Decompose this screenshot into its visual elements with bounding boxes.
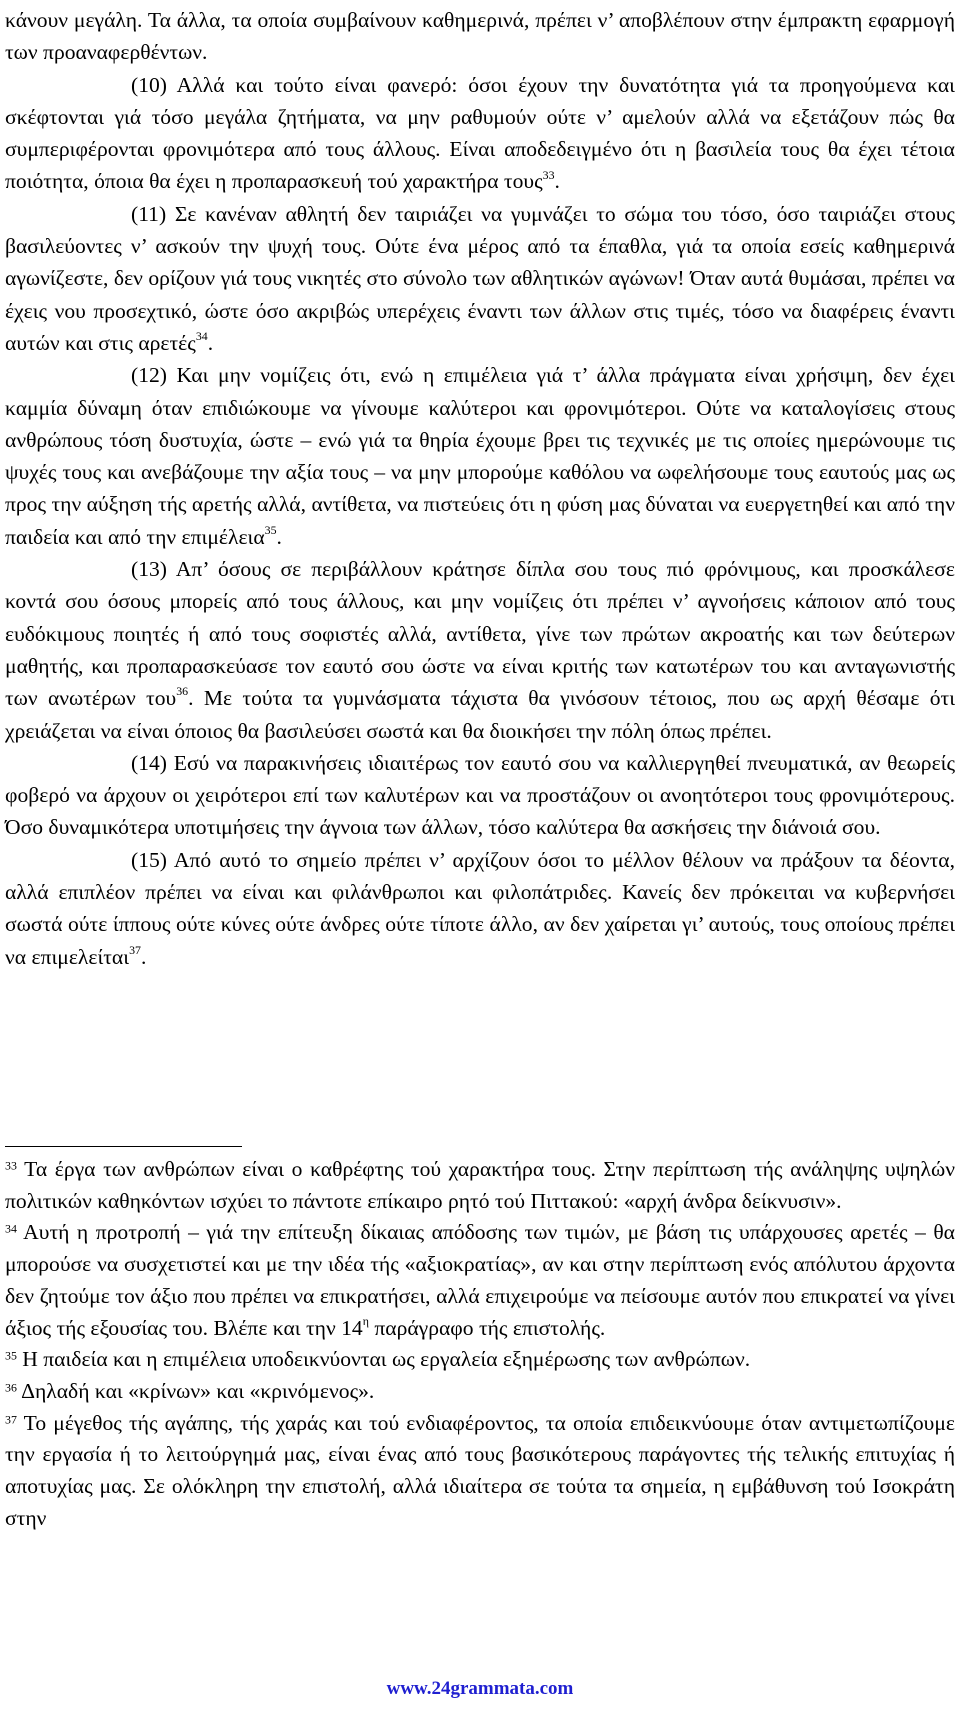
footnote-33: $^{33}$ Τα έργα των ανθρώπων είναι ο καθρέφτης τού χαρακτήρα τους. Στην περίπτωση τής ανάληψης υψηλών πολιτικών καθηκόντων ισχύει το πάντοτε επίκαιρο ρητό τού Πιττακού: «αρχή άνδρα δείκνυσιν». bbox=[5, 1157, 955, 1213]
footer-website-link[interactable]: www.24grammata.com bbox=[386, 1678, 574, 1699]
footnote-number: 35 bbox=[5, 1348, 17, 1363]
footnote-number: 33 bbox=[5, 1158, 17, 1173]
paragraph-continuation: κάνουν μεγάλη. Τα άλλα, τα οποία συμβαίνουν καθημερινά, πρέπει ν’ αποβλέπουν στην έμπρακτη εφαρμογή των προαναφερθέντων. bbox=[5, 8, 955, 65]
paragraph-10: (10) Αλλά και τούτο είναι φανερό: όσοι έχουν την δυνατότητα γιά τα προηγούμενα και σκέφτονται γιά τόσο μεγάλα ζητήματα, να μην ραθυμούν ούτε ν’ αμελούν αλλά να εξετάζουν πώς θα συμπεριφέρονται φρονιμότερα από τους άλλους. Είναι αποδεδειγμένο ότι η βασιλεία τους θα έχει τέτοια ποιότητα, όποια θα έχει η προπαρασκευή τού χαρακτήρα τους$^{33}$. bbox=[5, 72, 955, 194]
paragraph-14: (14) Εσύ να παρακινήσεις ιδιαιτέρως τον εαυτό σου να καλλιεργηθεί πνευματικά, αν θεωρείς φοβερό να άρχουν οι χειρότεροι επί των καλυτέρων και να προστάζουν οι ανοητότεροι τους φρονιμότερους. Όσο δυναμικότερα υποτιμήσεις την άγνοια των άλλων, τόσο καλύτερα θα ασκήσεις την διάνοιά σου. bbox=[5, 750, 955, 840]
footnote-ref-36[interactable]: 36 bbox=[176, 684, 189, 699]
footnote-number: 37 bbox=[5, 1412, 17, 1427]
paragraph-11: (11) Σε κανέναν αθλητή δεν ταιριάζει να γυμνάζει το σώμα του τόσο, όσο ταιριάζει στους βασιλεύοντες ν’ ασκούν την ψυχή τους. Ούτε ένα μέρος από τα έπαθλα, γιά τα οποία εσείς καθημερινά αγωνίζεστε, δεν ορίζουν γιά τους νικητές στο σύνολο των αθλητικών αγώνων! Όταν αυτά θυμάσαι, πρέπει να έχεις νου προσεχτικό, ώστε όσο ακριβώς υπερέχεις έναντι των άλλων στις τιμές, τόσο να διαφέρεις έναντι αυτών και στις αρετές$^{34}$. bbox=[5, 201, 955, 355]
footnote-separator bbox=[5, 1146, 242, 1147]
paragraph-13: (13) Απ’ όσους σε περιβάλλουν κράτησε δίπλα σου τους πιό φρόνιμους, και προσκάλεσε κοντά σου όσους μπορείς από τους άλλους, και μην νομίζεις ότι πρέπει ν’ αγνοήσεις κάποιον από τους ευδόκιμους ποιητές ή από τους σοφιστές αλλά, αντίθετα, γίνε των πρώτων ακροατής και των δεύτερων μαθητής, και προπαρασκεύασε τον εαυτό σου ώστε να είναι κριτής των κατωτέρων του και ανταγωνιστής των ανωτέρων του$^{36}$. Με τούτα τα γυμνάσματα τάχιστα θα γινόσουν τέτοιος, που ως αρχή θέσαμε ότι χρειάζεται να είναι όποιος θα βασιλεύσει σωστά και θα διοικήσει την πόλη όπως πρέπει. bbox=[5, 557, 956, 743]
footnote-number: 34 bbox=[5, 1221, 17, 1236]
footnote-35: $^{35}$ Η παιδεία και η επιμέλεια υποδεικνύονται ως εργαλεία εξημέρωσης των ανθρώπων. bbox=[5, 1347, 751, 1372]
footnote-34: $^{34}$ Αυτή η προτροπή – γιά την επίτευξη δίκαιας απόδοσης των τιμών, με βάση τις υπάρχουσες αρετές – θα μπορούσε να συσχετιστεί και με την ιδέα τής «αξιοκρατίας», αν και στην περίπτωση ενός απόλυτου άρχοντα δεν ζητούμε τον άξιο που πρέπει να επικρατήσει, αλλά επιχειρούμε να πείσουμε αυτόν που επικρατεί να γίνει άξιος τής εξουσίας του. Βλέπε και την $14^\eta$ παράγραφο τής επιστολής. bbox=[5, 1220, 955, 1340]
footnote-ref-37[interactable]: 37 bbox=[129, 942, 141, 957]
footnote-ref-34[interactable]: 34 bbox=[195, 329, 208, 343]
paragraph-15: (15) Από αυτό το σημείο πρέπει ν’ αρχίζουν όσοι το μέλλον θέλουν να πράξουν τα δέοντα, αλλά επιπλέον πρέπει να είναι και φιλάνθρωποι και φιλοπάτριδες. Κανείς δεν πρόκειται να κυβερνήσει σωστά ούτε ίππους ούτε κύνες ούτε άνδρες ούτε τίποτε άλλο, αν δεν χαίρεται γι’ αυτούς, τους οποίους πρέπει να επιμελείται$^{37}$. bbox=[5, 847, 955, 969]
main-text bbox=[5, 4, 955, 973]
footnote-37: $^{37}$ Το μέγεθος τής αγάπης, τής χαράς και τού ενδιαφέροντος, τα οποία επιδεικνύουμε όταν αντιμετωπίζουμε την εργασία ή το λειτούργημά μας, είναι ένας από τους βασικότερους παράγοντες τής τελικής επιτυχίας ή αποτυχίας μας. Σε ολόκληρη την επιστολή, αλλά ιδιαίτερα σε τούτα τα σημεία, η εμβάθυνση τού Ισοκράτη στην bbox=[5, 1410, 955, 1530]
footnote-ref-33[interactable]: 33 bbox=[542, 167, 555, 182]
footnote-36: $^{36}$ Δηλαδή και «κρίνων» και «κρινόμενος». bbox=[5, 1378, 375, 1403]
paragraph-12: (12) Και μην νομίζεις ότι, ενώ η επιμέλεια γιά τ’ άλλα πράγματα είναι χρήσιμη, δεν έχει καμμία δύναμη όταν επιδιώκουμε να γίνουμε καλύτεροι και φρονιμότεροι. Ούτε να καταλογίσεις στους ανθρώπους τόση δυστυχία, ώστε – ενώ γιά τα θηρία έχουμε βρει τις τεχνικές με τις οποίες ημερώνουμε τις ψυχές τους και ανεβάζουμε την αξία τους – να μην μπορούμε καθόλου να ωφελήσουμε τους εαυτούς μας ως προς την αύξηση τής αρετής αλλά, αντίθετα, να πιστεύεις ότι η φύση μας δύναται να ευεργετηθεί και από την παιδεία και από την επιμέλεια$^{35}$. bbox=[5, 363, 955, 549]
footnote-number: 36 bbox=[5, 1380, 17, 1395]
footnote-ref-35[interactable]: 35 bbox=[264, 522, 277, 537]
footnotes bbox=[5, 1154, 955, 1534]
